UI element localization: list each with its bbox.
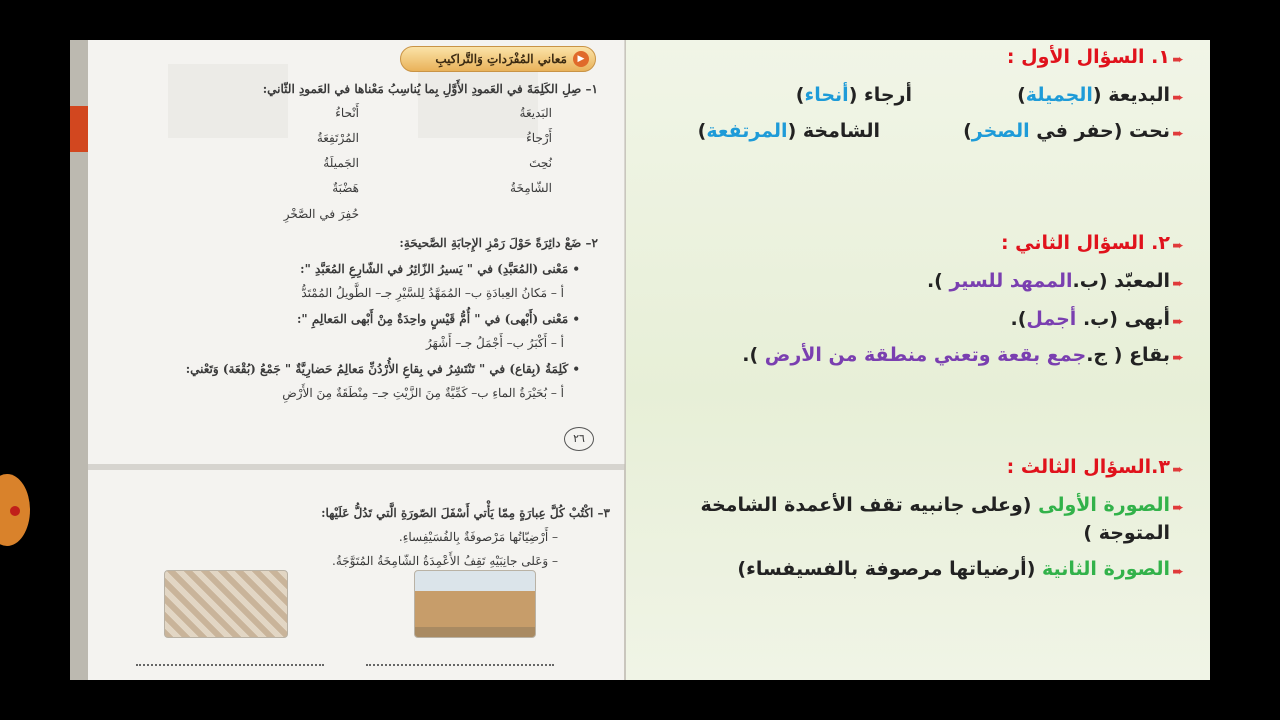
q3-label: الصورة الأولى xyxy=(1038,494,1170,516)
q2-instruction: ٢– ضَعْ دائِرَةً حَوْلَ رَمْزِ الإِجابَةِ الصَّحيحَةِ: xyxy=(399,236,598,250)
columns-street-photo xyxy=(414,570,536,638)
q2-word: أبهى xyxy=(1124,308,1170,330)
q2b-options: أ – أَكْبَرُ ب– أَجْمَلُ جـ– أَشْهَرُ xyxy=(425,336,564,350)
textbook-page-lower xyxy=(88,464,624,680)
answer-dotted-line xyxy=(366,664,554,666)
recording-indicator xyxy=(0,474,30,546)
q2-item: أبهى (ب. أجمل). xyxy=(1010,308,1170,330)
bullet-arrow-icon: ➨ xyxy=(1172,126,1184,142)
q2-answer: جمع بقعة وتعني منطقة من الأرض xyxy=(764,344,1087,366)
answer-dotted-line xyxy=(136,664,324,666)
red-dot-icon xyxy=(10,506,20,516)
q2a-options: أ – مَكانُ العِبادَةِ ب– المُمَهَّدُ لِلسَّيْرِ جـ– الطَّويلُ المُمْتَدُّ xyxy=(301,286,564,300)
q3-item xyxy=(700,494,1170,516)
q2-word: بقاع xyxy=(1129,344,1170,366)
q1-instruction: ١– صِلِ الكَلِمَةَ في العَمودِ الأَوَّلِ بِما يُناسِبُ مَعْناها في العَمودِ الثّاني: xyxy=(262,82,598,96)
bullet-arrow-icon: ➨ xyxy=(1172,350,1184,366)
q1-row2-right: نحت (حفر في الصخر) xyxy=(963,120,1170,142)
bullet-arrow-icon: ➨ xyxy=(1172,314,1184,330)
q3-text: (أرضياتها مرصوفة بالفسيفساء) xyxy=(737,558,1036,580)
section-title-pill xyxy=(400,46,596,72)
q2c-stem: • كَلِمَةُ (بِقاع) في " تَنْتَشِرُ في بِقاعِ الأُرْدُنِّ مَعالِمُ حَضارِيَّةٌ " جَمْعُ (بُقْعَة) وَتَعْني: xyxy=(185,362,580,376)
q2a-stem: • مَعْنى (المُعَبَّدِ) في " يَسيرُ الزّائِرُ في الشّارِعِ المُعَبَّدِ ": xyxy=(300,262,580,276)
section-title: مَعاني المُفْرَداتِ وَالتَّراكيبِ xyxy=(435,52,567,66)
q3-instruction: ٣– اكْتُبْ كُلَّ عِبارَةٍ مِمّا يَأْتي أَسْفَلَ الصّورَةِ الَّتي تَدُلُّ عَلَيْها: xyxy=(321,506,610,520)
play-arrow-icon: ▶ xyxy=(573,51,589,67)
bullet-arrow-icon: ➨ xyxy=(1172,462,1184,478)
bullet-arrow-icon: ➨ xyxy=(1172,238,1184,254)
q1-heading: ١. السؤال الأول : xyxy=(1006,46,1170,68)
bullet-arrow-icon: ➨ xyxy=(1172,564,1184,580)
q3-phrase: – وَعَلى جانِبَيْهِ تَقِفُ الأَعْمِدَةُ الشّامِخَةُ المُتَوَّجَةُ. xyxy=(332,554,558,568)
q1-answer: أنحاء xyxy=(804,84,849,106)
col2-item: حُفِرَ في الصَّخْرِ xyxy=(283,207,359,221)
q3-heading: ٣.السؤال الثالث : xyxy=(1006,456,1170,478)
textbook-page xyxy=(88,40,625,464)
q1-word: الشامخة xyxy=(802,120,880,142)
screen-stage xyxy=(70,40,1210,680)
q1-word: البديعة xyxy=(1108,84,1170,106)
col2-item: المُرْتَفِعَةُ xyxy=(316,131,359,145)
q1-word: نحت xyxy=(1129,120,1170,142)
q3-label: الصورة الثانية xyxy=(1042,558,1170,580)
q2-answer: أجمل xyxy=(1026,308,1077,330)
q2c-options: أ – بُحَيْرَةُ الماءِ ب– كَمِّيَّةٌ مِنَ الزَّيْتِ جـ– مِنْطَقَةٌ مِنَ الأَرْضِ xyxy=(282,386,564,400)
q3-item xyxy=(737,558,1170,580)
col1-item: الشّامِخَةُ xyxy=(510,181,552,195)
q3-text: (وعلى جانبيه تقف الأعمدة الشامخة xyxy=(700,494,1032,516)
q1-answer: الصخر xyxy=(971,120,1030,142)
q2-letter: ج. xyxy=(1086,344,1108,366)
answers-panel xyxy=(626,40,1210,680)
q2-letter: ب. xyxy=(1072,270,1099,292)
q1-row2-left: الشامخة (المرتفعة) xyxy=(697,120,880,142)
mosaic-floor-photo xyxy=(164,570,288,638)
q3-item-cont: المتوجة ) xyxy=(1083,522,1170,544)
col1-item: نُحِتَ xyxy=(529,156,552,170)
bullet-arrow-icon: ➨ xyxy=(1172,52,1184,68)
col2-item: الجَميلَةُ xyxy=(323,156,359,170)
faded-image-ghost xyxy=(168,64,288,138)
col1-item: البَديعَةُ xyxy=(519,106,552,120)
q2-answer: الممهد للسير xyxy=(949,270,1073,292)
faded-image-ghost xyxy=(418,64,538,138)
col2-item: هَضْبَةٌ xyxy=(332,181,359,195)
col1-item: أَرْجاءُ xyxy=(526,131,552,145)
q2-item: المعبّد (ب.الممهد للسير ). xyxy=(926,270,1170,292)
page-number: ٢٦ xyxy=(564,427,594,451)
q2-item: بقاع ( ج.جمع بقعة وتعني منطقة من الأرض ). xyxy=(742,344,1170,366)
q1-row1-left: أرجاء (أنحاء) xyxy=(795,84,912,106)
q2-word: المعبّد xyxy=(1114,270,1170,292)
red-bookmark-tab xyxy=(70,106,90,152)
col2-item: أَنْحاءُ xyxy=(335,106,359,120)
bullet-arrow-icon: ➨ xyxy=(1172,276,1184,292)
q1-answer: الجميلة xyxy=(1025,84,1093,106)
bullet-arrow-icon: ➨ xyxy=(1172,90,1184,106)
bullet-arrow-icon: ➨ xyxy=(1172,500,1184,516)
q1-word: أرجاء xyxy=(864,84,912,106)
q1-row1-right: البديعة (الجميلة) xyxy=(1017,84,1170,106)
q1-answer-part: حفر في xyxy=(1036,120,1114,142)
q2-letter: ب. xyxy=(1082,308,1110,330)
q2b-stem: • مَعْنى (أَبْهى) في " أُمُّ قَيْسٍ واحِدَةٌ مِنْ أَبْهى المَعالِمِ ": xyxy=(296,312,580,326)
q1-answer: المرتفعة xyxy=(706,120,788,142)
q3-phrase: – أَرْضِيّاتُها مَرْصوفَةٌ بِالفُسَيْفِساءِ. xyxy=(398,530,558,544)
q2-heading: ٢. السؤال الثاني : xyxy=(1000,232,1170,254)
